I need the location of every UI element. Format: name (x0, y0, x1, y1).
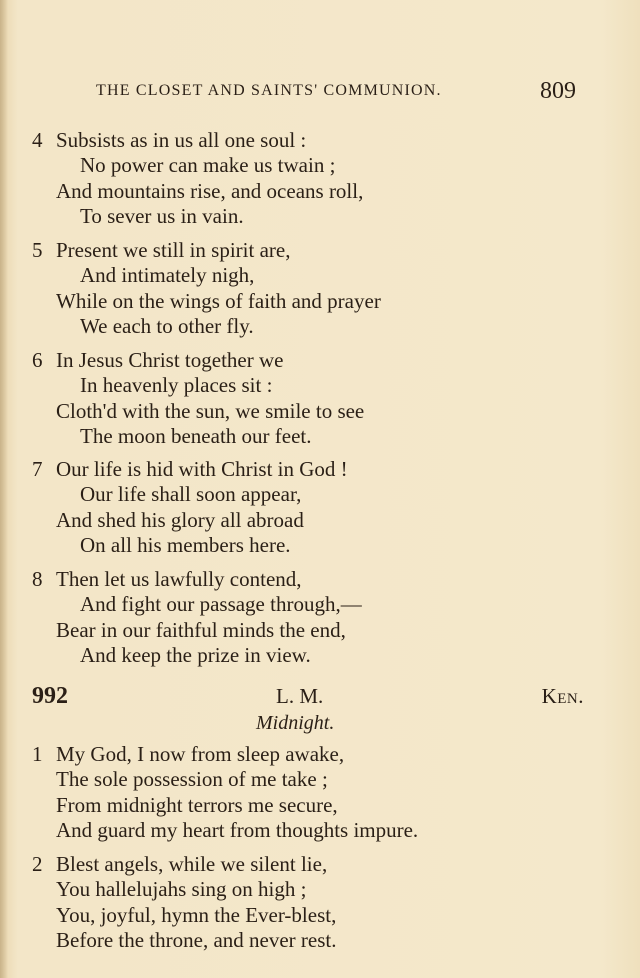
stanza-line: And keep the prize in view. (80, 642, 311, 667)
stanza-line: On all his members here. (80, 532, 291, 557)
stanza-number: 4 (32, 128, 43, 152)
stanza-line: And intimately nigh, (80, 263, 255, 288)
stanza-line: And shed his glory all abroad (56, 507, 304, 532)
hymn-heading (32, 683, 584, 711)
stanza-line: Our life shall soon appear, (80, 482, 302, 507)
line-text: My God, I now from sleep awake, (56, 742, 345, 766)
stanza-line (32, 742, 418, 767)
stanza-6 (32, 348, 364, 449)
stanza-line: And fight our passage through,— (80, 592, 362, 617)
stanza-line: We each to other fly. (80, 313, 254, 338)
line-text: Present we still in spirit are, (56, 238, 291, 262)
stanza-5 (32, 238, 381, 339)
stanza-line: Cloth'd with the sun, we smile to see (56, 398, 365, 423)
hymn-meter: L. M. (276, 684, 324, 708)
stanza-number: 6 (32, 348, 43, 372)
stanza-line: And guard my heart from thoughts impure. (56, 817, 419, 842)
stanza-line: In heavenly places sit : (80, 373, 273, 398)
stanza-number: 2 (32, 852, 43, 876)
running-title: THE CLOSET AND SAINTS' COMMUNION. (96, 82, 442, 99)
stanza-8 (32, 567, 362, 668)
stanza-line: Before the throne, and never rest. (56, 927, 337, 952)
stanza-line (32, 457, 348, 482)
hymn-subtitle: Midnight. (256, 712, 335, 734)
line-text: Our life is hid with Christ in God ! (56, 457, 348, 481)
stanza-number: 5 (32, 238, 43, 262)
stanza-line (32, 852, 336, 877)
hymn-number: 992 (32, 683, 68, 709)
hymn-author: Ken. (541, 684, 584, 708)
hymn-stanza-2 (32, 852, 336, 953)
stanza-line (32, 567, 362, 592)
stanza-line: Bear in our faithful minds the end, (56, 617, 346, 642)
stanza-line: You, joyful, hymn the Ever-blest, (56, 902, 337, 927)
stanza-number: 1 (32, 742, 43, 766)
line-text: In Jesus Christ together we (56, 348, 284, 372)
stanza-7 (32, 457, 348, 558)
stanza-line: No power can make us twain ; (80, 153, 336, 178)
stanza-line: You hallelujahs sing on high ; (56, 877, 307, 902)
stanza-line: The sole possession of me take ; (56, 767, 328, 792)
stanza-line: To sever us in vain. (80, 203, 244, 228)
stanza-number: 7 (32, 457, 43, 481)
line-text: Then let us lawfully contend, (56, 567, 302, 591)
hymn-stanza-1 (32, 742, 418, 843)
stanza-line (32, 238, 381, 263)
stanza-line (32, 348, 364, 373)
stanza-number: 8 (32, 567, 43, 591)
stanza-line: While on the wings of faith and prayer (56, 288, 381, 313)
stanza-line: The moon beneath our feet. (80, 423, 312, 448)
page-number: 809 (540, 78, 576, 104)
stanza-4 (32, 128, 363, 229)
page-edge-shadow (0, 0, 8, 978)
stanza-line: And mountains rise, and oceans roll, (56, 178, 364, 203)
line-text: Subsists as in us all one soul : (56, 128, 307, 152)
line-text: Blest angels, while we silent lie, (56, 852, 328, 876)
stanza-line: From midnight terrors me secure, (56, 792, 338, 817)
stanza-line (32, 128, 363, 153)
